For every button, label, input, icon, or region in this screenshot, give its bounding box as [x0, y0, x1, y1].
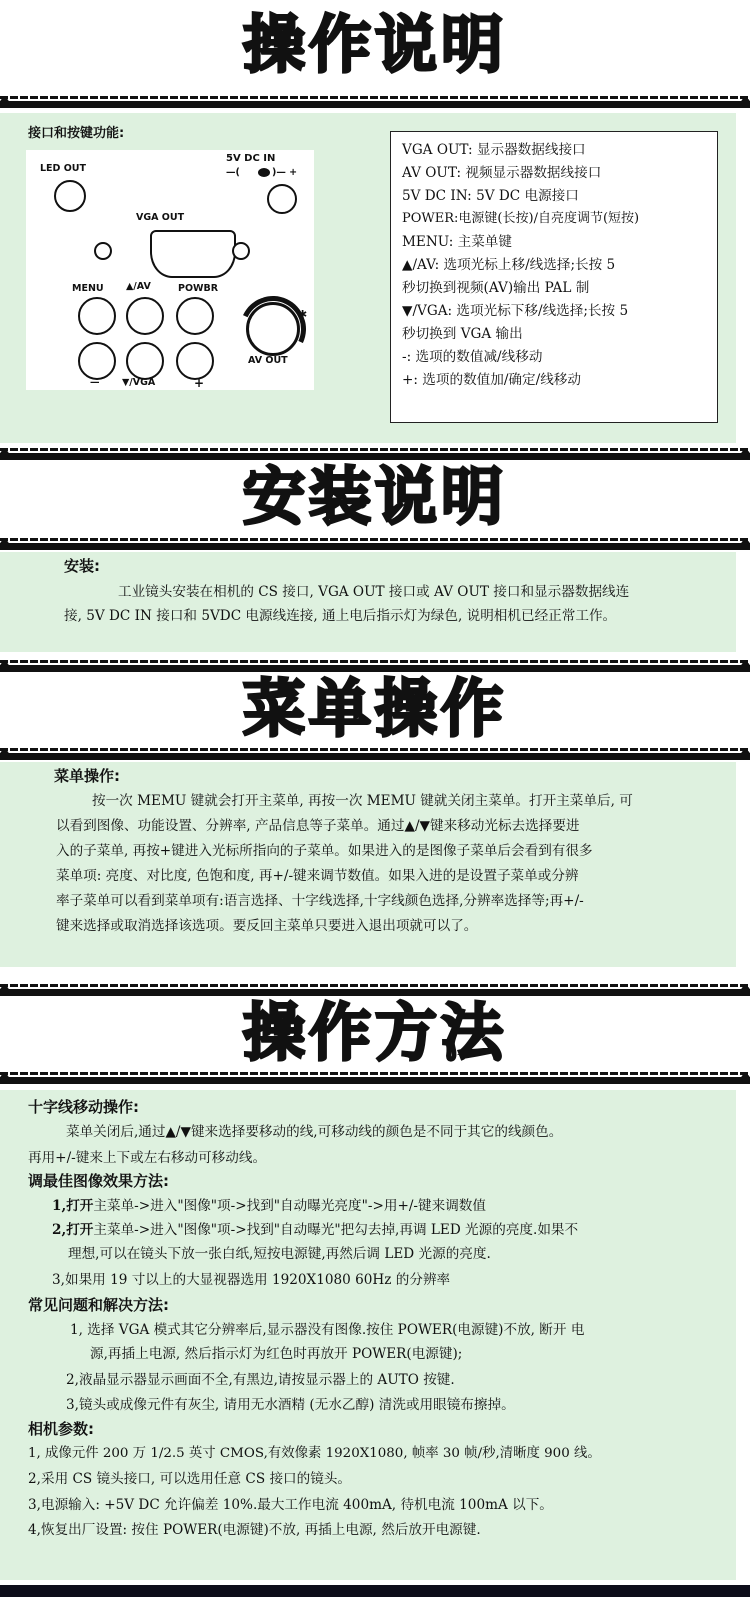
minus-button-label: —	[90, 377, 100, 388]
menu-line: 以看到图像、功能设置、分辨率, 产品信息等子菜单。通过▲/▼键来移动光标去选择要进	[56, 818, 580, 834]
installation-panel	[0, 552, 736, 652]
faq-item-cont: 源,再插上电源, 然后指示灯为红色时再放开 POWER(电源键);	[90, 1346, 463, 1362]
led-out-label: LED OUT	[40, 163, 87, 174]
faq-item: 3,镜头或成像元件有灰尘, 请用无水酒精 (无水乙醇) 清洗或用眼镜布擦掉。	[66, 1397, 515, 1413]
desc-line: POWER:电源键(长按)/自亮度调节(短按)	[402, 211, 640, 226]
best-image-heading: 调最佳图像效果方法:	[28, 1172, 169, 1190]
faq-item: 2,液晶显示器显示画面不全,有黑边,请按显示器上的 AUTO 按键.	[66, 1372, 455, 1388]
dc-polarity-plus: )— +	[272, 167, 298, 178]
vga-out-label: VGA OUT	[136, 212, 185, 223]
menu-button	[78, 297, 116, 335]
menu-line: 入的子菜单, 再按+键进入光标所指向的子菜单。如果进入的是图像子菜单后会看到有很多	[56, 843, 593, 859]
install-line: 工业镜头安装在相机的 CS 接口, VGA OUT 接口或 AV OUT 接口和显示器数据线连	[118, 584, 630, 600]
vga-screw-left	[94, 242, 112, 260]
plus-button	[176, 342, 214, 380]
menu-line: 菜单项: 亮度、对比度, 色饱和度, 再+/-键来调节数值。如果入进的是设置子菜单或分辨	[56, 868, 579, 884]
best-step-3: 3,如果用 19 寸以上的大显视器选用 1920X1080 60Hz 的分辨率	[52, 1272, 451, 1288]
bottom-border	[0, 1585, 750, 1597]
menu-button-label: MENU	[72, 283, 104, 294]
up-av-button	[126, 297, 164, 335]
desc-line: AV OUT: 视频显示器数据线接口	[402, 165, 602, 181]
brightness-star-icon: ✱	[298, 308, 308, 321]
best-step-1	[52, 1198, 486, 1214]
cross-heading: 十字线移动操作:	[28, 1098, 139, 1116]
minus-button	[78, 342, 116, 380]
install-heading: 安装:	[64, 557, 100, 575]
led-out-port	[54, 180, 86, 212]
desc-line: VGA OUT: 显示器数据线接口	[402, 142, 586, 158]
spec-item: 4,恢复出厂设置: 按住 POWER(电源键)不放, 再插上电源, 然后放开电源键.	[28, 1522, 481, 1538]
desc-line: 5V DC IN: 5V DC 电源接口	[402, 188, 579, 204]
best-step-2-text: 主菜单->进入"图像"项->找到"自动曝光"把勾去掉,再调 LED 光源的亮度.如果不	[93, 1222, 579, 1238]
menu-line: 键来选择或取消选择该选项。要反回主菜单只要进入退出项就可以了。	[56, 918, 478, 934]
desc-line: +: 选项的数值加/确定/线移动	[402, 372, 581, 388]
menu-line: 按一次 MEMU 键就会打开主菜单, 再按一次 MEMU 键就关闭主菜单。打开主菜单后, 可	[92, 793, 633, 809]
menu-line: 率子菜单可以看到菜单项有:语言选择、十字线选择,十字线颜色选择,分辨率选择等;再+/-	[56, 893, 584, 909]
down-vga-button	[126, 342, 164, 380]
spec-item: 1, 成像元件 200 万 1/2.5 英寸 CMOS,有效像素 1920X1080, 帧率 30 帧/秒,清晰度 900 线。	[28, 1446, 601, 1461]
vga-out-port	[150, 230, 236, 278]
best-step-2	[52, 1222, 578, 1238]
best-step-1-num: 1,	[52, 1198, 67, 1214]
best-step-2-bold: 打开	[66, 1222, 94, 1238]
power-button-label: POWBR	[178, 283, 219, 294]
best-step-1-bold: 打开	[66, 1198, 94, 1214]
cross-line: 菜单关闭后,通过▲/▼键来选择要移动的线,可移动线的颜色是不同于其它的线颜色。	[66, 1124, 563, 1140]
desc-line: MENU: 主菜单键	[402, 234, 512, 250]
spec-heading: 相机参数:	[28, 1420, 94, 1438]
cross-line: 再用+/-键来上下或左右移动可移动线。	[28, 1150, 267, 1166]
section-title-menu: 菜单操作	[242, 672, 507, 745]
desc-line: ▲/AV: 选项光标上移/线选择;长按 5	[402, 257, 616, 273]
down-vga-button-label: ▼/VGA	[122, 377, 156, 388]
menu-heading: 菜单操作:	[54, 767, 120, 785]
spec-item: 2,采用 CS 镜头接口, 可以选用任意 CS 接口的镜头。	[28, 1471, 352, 1487]
best-step-2-num: 2,	[52, 1222, 67, 1238]
interface-heading: 接口和按键功能:	[28, 126, 125, 141]
interface-description-box	[390, 131, 718, 423]
desc-line: 秒切换到 VGA 输出	[402, 326, 523, 342]
faq-heading: 常见问题和解决方法:	[28, 1296, 169, 1314]
best-step-1-text: 主菜单->进入"图像"项->找到"自动曝光亮度"->用+/-键来调数值	[93, 1198, 486, 1214]
section-title-method: 操作方法	[242, 996, 507, 1069]
section-title-operation-guide: 操作说明	[242, 8, 507, 81]
desc-line: ▼/VGA: 选项光标下移/线选择;长按 5	[402, 303, 629, 319]
section-title-installation: 安装说明	[242, 460, 507, 533]
desc-line: 秒切换到视频(AV)输出 PAL 制	[402, 280, 590, 296]
rear-panel-diagram	[26, 150, 314, 390]
dc-in-port	[258, 168, 270, 177]
dc-in-socket	[267, 184, 297, 214]
dc-in-label: 5V DC IN	[226, 153, 276, 164]
faq-item: 1, 选择 VGA 模式其它分辨率后,显示器没有图像.按住 POWER(电源键)不放, 断开 电	[70, 1322, 585, 1338]
dc-polarity-minus: —(	[226, 167, 240, 178]
install-line: 接, 5V DC IN 接口和 5VDC 电源线连接, 通上电后指示灯为绿色, 说明相机已经正常工作。	[64, 608, 617, 624]
av-out-label: AV OUT	[248, 355, 288, 366]
power-button	[176, 297, 214, 335]
up-av-button-label: ▲/AV	[126, 281, 151, 292]
plus-button-label: +	[194, 376, 205, 390]
desc-line: -: 选项的数值减/线移动	[402, 349, 543, 365]
vga-screw-right	[232, 242, 250, 260]
spec-item: 3,电源输入: +5V DC 允许偏差 10%.最大工作电流 400mA, 待机电流 100mA 以下。	[28, 1497, 553, 1513]
best-step-2-cont: 理想,可以在镜头下放一张白纸,短按电源键,再然后调 LED 光源的亮度.	[68, 1246, 491, 1262]
